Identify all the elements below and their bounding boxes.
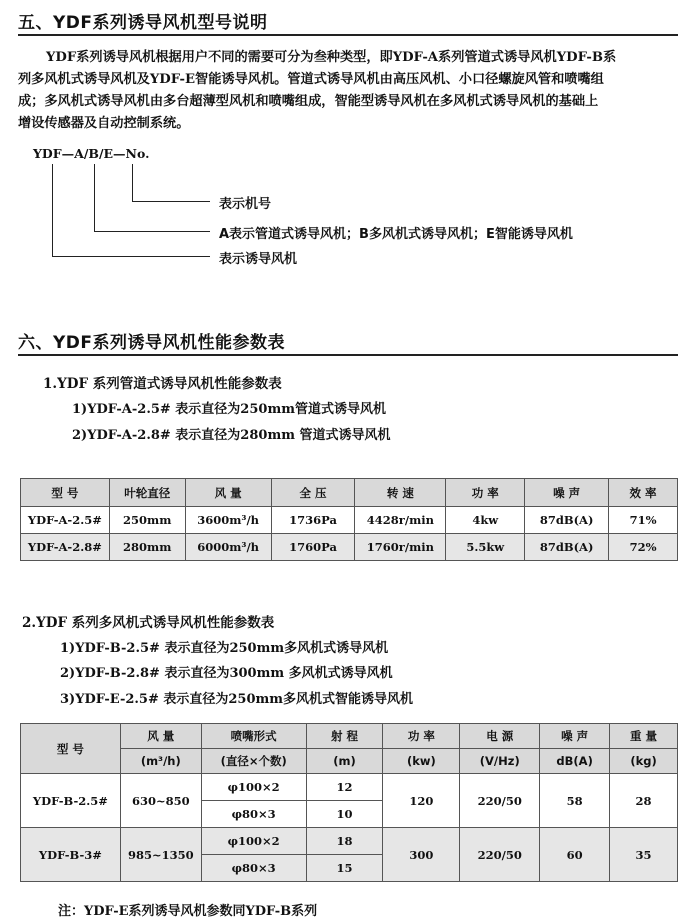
table-ducted-header bbox=[21, 479, 678, 507]
section6-title: 六、YDF系列诱导风机性能参数表 bbox=[18, 333, 286, 353]
cell-diameter: 250mm bbox=[109, 507, 185, 534]
section6-divider bbox=[18, 354, 678, 356]
cell-range: 15 bbox=[306, 855, 383, 882]
cell-model: YDF-A-2.8# bbox=[21, 534, 110, 561]
th-power-unit: (kw) bbox=[383, 749, 460, 774]
bracket-line-type-h bbox=[94, 231, 210, 232]
sub1-item-1: 1)YDF-A-2.5# 表示直径为250mm管道式诱导风机 bbox=[72, 402, 386, 417]
th-weight-unit: (kg) bbox=[610, 749, 678, 774]
th-supply: 电 源 bbox=[460, 724, 540, 749]
cell-model: YDF-B-3# bbox=[21, 828, 121, 882]
bracket-line-type-v bbox=[94, 164, 95, 232]
para-line-1: YDF系列诱导风机根据用户不同的需要可分为叁种类型，即YDF-A系列管道式诱导风机YDF-B系 bbox=[46, 50, 617, 65]
cell-nozzle: φ80×3 bbox=[201, 801, 306, 828]
section5-paragraph bbox=[18, 47, 678, 135]
cell-model: YDF-B-2.5# bbox=[21, 774, 121, 828]
table-row bbox=[21, 534, 678, 561]
cell-range: 12 bbox=[306, 774, 383, 801]
sub2-item-1: 1)YDF-B-2.5# 表示直径为250mm多风机式诱导风机 bbox=[60, 641, 389, 656]
cell-nozzle: φ100×2 bbox=[201, 774, 306, 801]
cell-supply: 220/50 bbox=[460, 828, 540, 882]
sub2-item-2: 2)YDF-B-2.8# 表示直径为300mm 多风机式诱导风机 bbox=[60, 666, 393, 681]
th-noise-unit: dB(A) bbox=[540, 749, 610, 774]
sub1-item-2: 2)YDF-A-2.8# 表示直径为280mm 管道式诱导风机 bbox=[72, 428, 391, 443]
para-line-2: 列多风机式诱导风机及YDF-E智能诱导风机。管道式诱导风机由高压风机、小口径螺旋风管和喷嘴组 bbox=[18, 72, 604, 87]
cell-speed: 4428r/min bbox=[355, 507, 446, 534]
bracket-line-number-v bbox=[132, 164, 133, 202]
cell-model: YDF-A-2.5# bbox=[21, 507, 110, 534]
cell-weight: 28 bbox=[610, 774, 678, 828]
cell-power: 120 bbox=[383, 774, 460, 828]
th-flow: 风 量 bbox=[120, 724, 201, 749]
cell-noise: 87dB(A) bbox=[525, 534, 609, 561]
th-noise: 噪 声 bbox=[540, 724, 610, 749]
footnote: 注：YDF-E系列诱导风机参数同YDF-B系列 bbox=[58, 904, 318, 919]
cell-flow: 3600m³/h bbox=[185, 507, 271, 534]
label-series: 表示诱导风机 bbox=[219, 252, 298, 267]
th-pressure: 全 压 bbox=[271, 479, 355, 507]
cell-pressure: 1736Pa bbox=[271, 507, 355, 534]
cell-diameter: 280mm bbox=[109, 534, 185, 561]
label-number: 表示机号 bbox=[219, 197, 272, 212]
th-nozzle: 喷嘴形式 bbox=[201, 724, 306, 749]
cell-power: 4kw bbox=[446, 507, 525, 534]
cell-range: 10 bbox=[306, 801, 383, 828]
table-ducted bbox=[20, 478, 678, 561]
th-supply-unit: (V/Hz) bbox=[460, 749, 540, 774]
bracket-line-series-v bbox=[52, 164, 53, 257]
table-row bbox=[21, 507, 678, 534]
cell-pressure: 1760Pa bbox=[271, 534, 355, 561]
table-multifan-header bbox=[21, 724, 678, 749]
cell-weight: 35 bbox=[610, 828, 678, 882]
section5-divider bbox=[18, 34, 678, 36]
cell-flow: 985~1350 bbox=[120, 828, 201, 882]
th-model: 型 号 bbox=[21, 479, 110, 507]
sub2-item-3: 3)YDF-E-2.5# 表示直径为250mm多风机式智能诱导风机 bbox=[60, 692, 414, 707]
cell-flow: 6000m³/h bbox=[185, 534, 271, 561]
th-range: 射 程 bbox=[306, 724, 383, 749]
cell-flow: 630~850 bbox=[120, 774, 201, 828]
cell-range: 18 bbox=[306, 828, 383, 855]
cell-efficiency: 72% bbox=[609, 534, 678, 561]
cell-power: 300 bbox=[383, 828, 460, 882]
cell-efficiency: 71% bbox=[609, 507, 678, 534]
cell-nozzle: φ100×2 bbox=[201, 828, 306, 855]
th-flow: 风 量 bbox=[185, 479, 271, 507]
cell-nozzle: φ80×3 bbox=[201, 855, 306, 882]
th-nozzle-unit: (直径×个数) bbox=[201, 749, 306, 774]
th-flow-unit: (m³/h) bbox=[120, 749, 201, 774]
table-row bbox=[21, 828, 678, 855]
table-row bbox=[21, 774, 678, 801]
label-type: A表示管道式诱导风机；B多风机式诱导风机；E智能诱导风机 bbox=[219, 227, 573, 242]
table-multifan bbox=[20, 723, 678, 882]
cell-noise: 60 bbox=[540, 828, 610, 882]
cell-power: 5.5kw bbox=[446, 534, 525, 561]
para-line-3: 成；多风机式诱导风机由多台超薄型风机和喷嘴组成，智能型诱导风机在多风机式诱导风机的基础上 bbox=[18, 94, 599, 109]
th-model: 型 号 bbox=[21, 724, 121, 774]
th-noise: 噪 声 bbox=[525, 479, 609, 507]
th-weight: 重 量 bbox=[610, 724, 678, 749]
bracket-line-number-h bbox=[132, 201, 210, 202]
th-speed: 转 速 bbox=[355, 479, 446, 507]
th-efficiency: 效 率 bbox=[609, 479, 678, 507]
cell-supply: 220/50 bbox=[460, 774, 540, 828]
th-power: 功 率 bbox=[383, 724, 460, 749]
bracket-line-series-h bbox=[52, 256, 210, 257]
th-range-unit: (m) bbox=[306, 749, 383, 774]
cell-noise: 58 bbox=[540, 774, 610, 828]
th-diameter: 叶轮直径 bbox=[109, 479, 185, 507]
cell-noise: 87dB(A) bbox=[525, 507, 609, 534]
model-code: YDF—A/B/E—No. bbox=[33, 146, 150, 161]
sub2-title: 2.YDF 系列多风机式诱导风机性能参数表 bbox=[22, 615, 275, 631]
section5-title: 五、YDF系列诱导风机型号说明 bbox=[18, 13, 268, 33]
th-power: 功 率 bbox=[446, 479, 525, 507]
para-line-4: 增设传感器及自动控制系统。 bbox=[18, 116, 190, 131]
sub1-title: 1.YDF 系列管道式诱导风机性能参数表 bbox=[43, 376, 282, 392]
cell-speed: 1760r/min bbox=[355, 534, 446, 561]
